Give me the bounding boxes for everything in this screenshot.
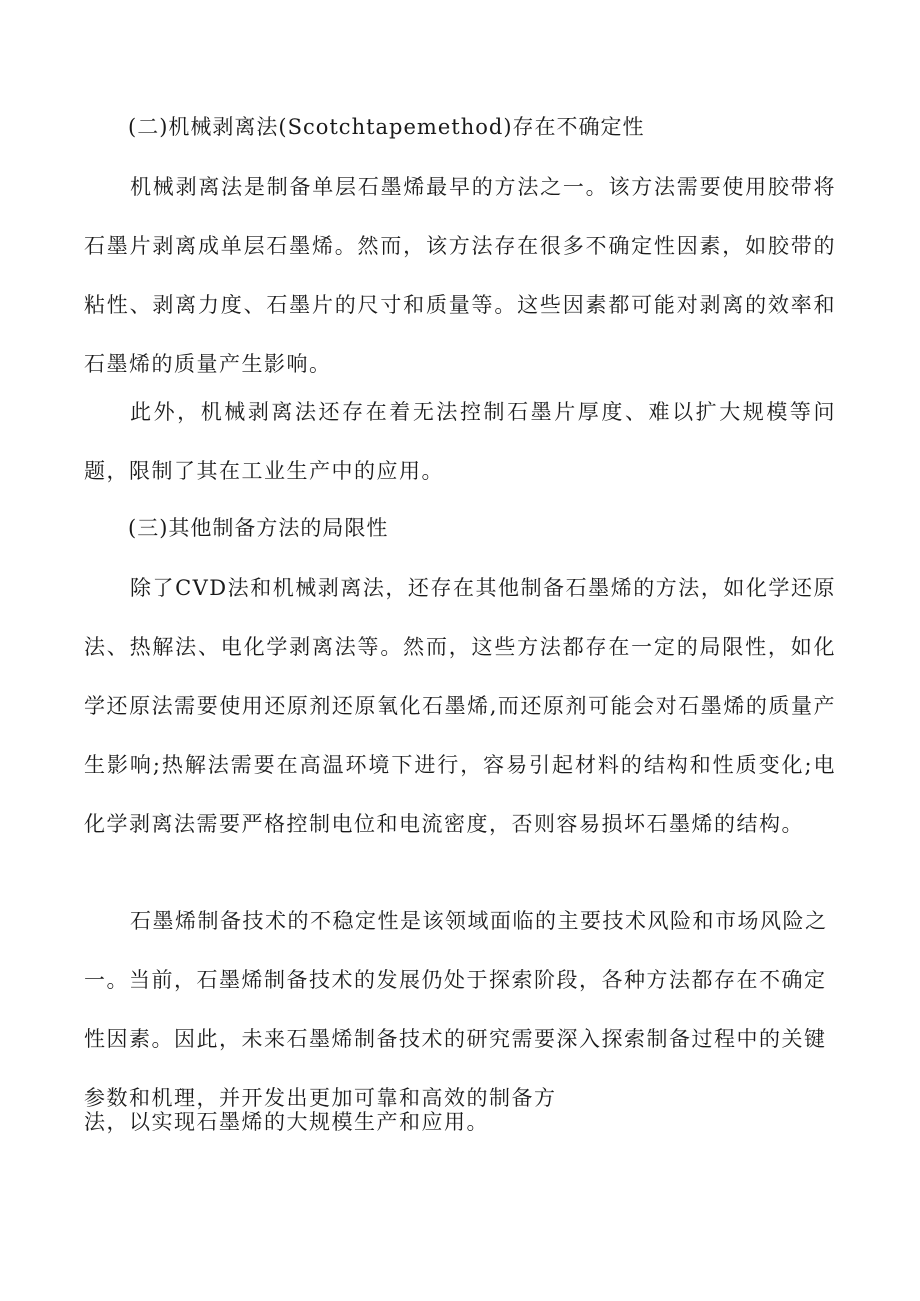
paragraph-mechanical-exfoliation-intro: 机械剥离法是制备单层石墨烯最早的方法之一。该方法需要使用胶带将石墨片剥离成单层石墨烯。然而，该方法存在很多不确定性因素，如胶带的粘性、剥离力度、石墨片的尺寸和质量等。这些因素都可能对剥离的效率和石墨烯的质量产生影响。: [84, 175, 836, 376]
paragraph-mechanical-exfoliation-limits: 此外，机械剥离法还存在着无法控制石墨片厚度、难以扩大规模等问题，限制了其在工业生产中的应用。: [84, 400, 836, 483]
paragraph-conclusion-tail: 法，以实现石墨烯的大规模生产和应用。: [84, 1110, 489, 1134]
section-heading-mechanical-exfoliation: (二)机械剥离法(Scotchtapemethod)存在不确定性: [128, 115, 645, 139]
section-heading-other-methods: (三)其他制备方法的局限性: [128, 516, 389, 540]
paragraph-other-methods: 除了CVD法和机械剥离法，还存在其他制备石墨烯的方法，如化学还原法、热解法、电化学剥离法等。然而，这些方法都存在一定的局限性，如化学还原法需要使用还原剂还原氧化石墨烯,而还原剂可能会对石墨烯的质量产生影响;热解法需要在高温环境下进行，容易引起材料的结构和性质变化;电化学剥离法需要严格控制电位和电流密度，否则容易损坏石墨烯的结构。: [84, 576, 836, 836]
paragraph-conclusion: 石墨烯制备技术的不稳定性是该领域面临的主要技术风险和市场风险之一。当前，石墨烯制备技术的发展仍处于探索阶段，各种方法都存在不确定性因素。因此，未来石墨烯制备技术的研究需要深入探索制备过程中的关键参数和机理，并开发出更加可靠和高效的制备方: [84, 909, 828, 1110]
